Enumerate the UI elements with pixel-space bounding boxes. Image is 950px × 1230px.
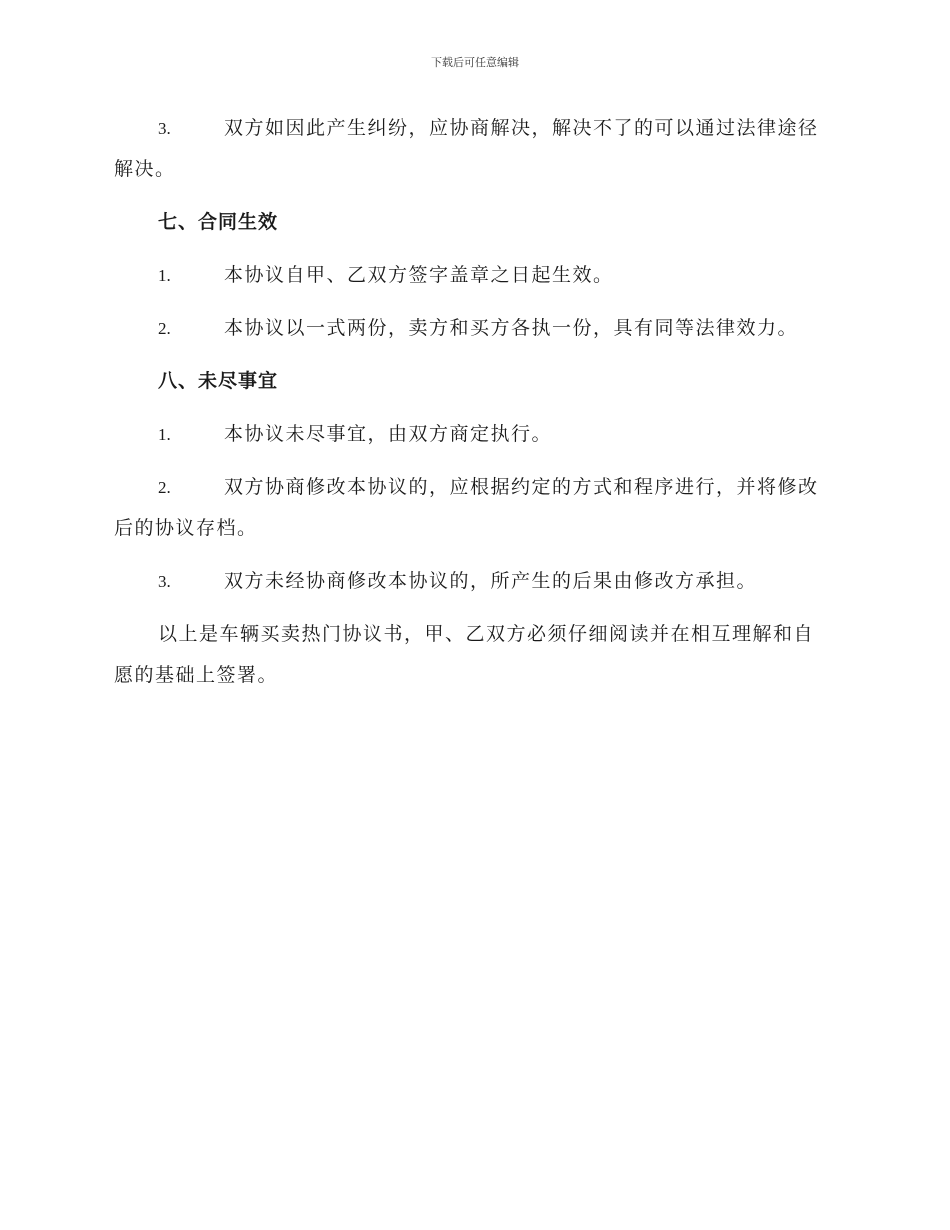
item-text: 本协议以一式两份，卖方和买方各执一份，具有同等法律效力。: [224, 317, 799, 339]
list-item: [114, 414, 834, 455]
item-number: 3.: [158, 119, 171, 138]
item-number: 2.: [158, 319, 171, 338]
closing-paragraph: 以上是车辆买卖热门协议书，甲、乙双方必须仔细阅读并在相互理解和自愿的基础上签署。: [114, 623, 815, 686]
list-item: [114, 561, 834, 602]
list-item: [114, 467, 834, 549]
item-number: 2.: [158, 478, 171, 497]
item-text: 双方协商修改本协议的，应根据约定的方式和程序进行，并将修改后的协议存档。: [114, 476, 819, 539]
list-item: [114, 108, 834, 190]
item-number: 1.: [158, 425, 171, 444]
item-number: 3.: [158, 572, 171, 591]
section-heading-outstanding-matters: 八、未尽事宜: [158, 370, 279, 392]
item-text: 本协议未尽事宜，由双方商定执行。: [224, 423, 553, 445]
document-body: [114, 108, 834, 708]
item-number: 1.: [158, 266, 171, 285]
item-text: 双方未经协商修改本协议的，所产生的后果由修改方承担。: [224, 570, 758, 592]
list-item: [114, 308, 834, 349]
item-text: 双方如因此产生纠纷，应协商解决，解决不了的可以通过法律途径解决。: [114, 117, 819, 180]
item-text: 本协议自甲、乙双方签字盖章之日起生效。: [224, 264, 614, 286]
page-header: 下载后可任意编辑: [431, 56, 519, 69]
section-heading-contract-effect: 七、合同生效: [158, 211, 279, 233]
list-item: [114, 255, 834, 296]
